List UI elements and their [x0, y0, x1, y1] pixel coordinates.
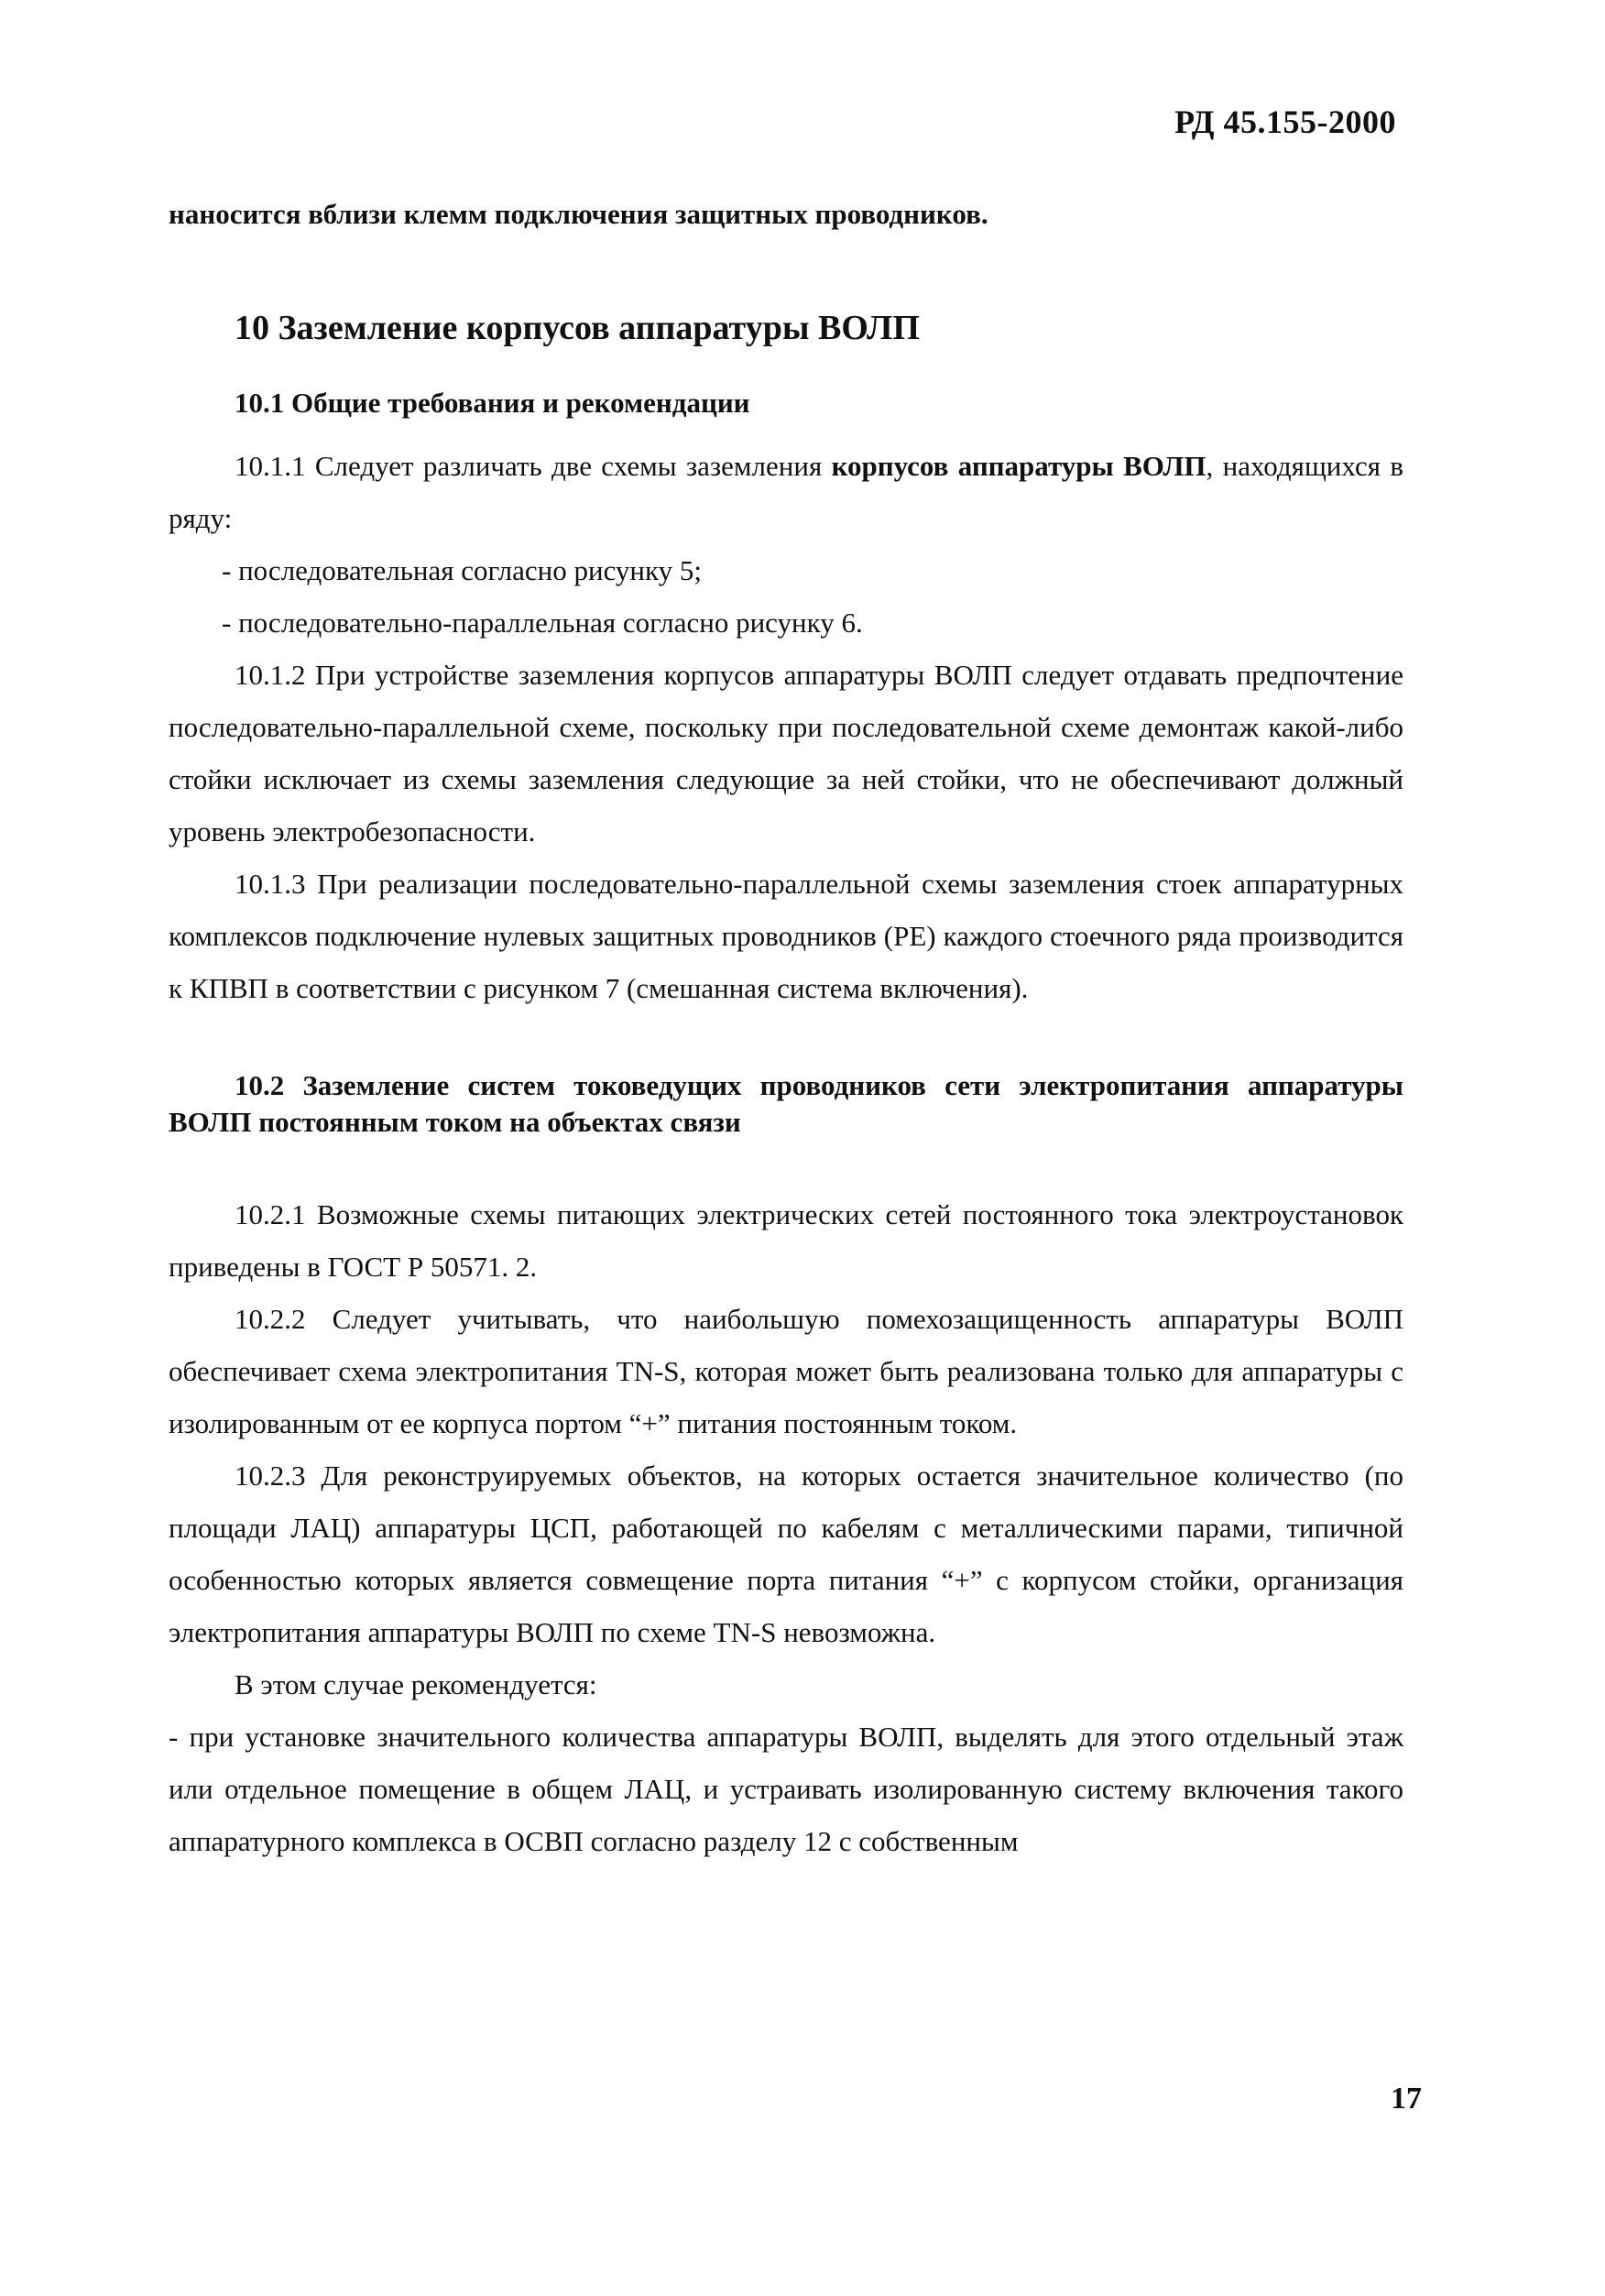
- paragraph-10-1-1-bold: корпусов аппаратуры ВОЛП: [831, 450, 1206, 482]
- page-content: [169, 188, 1403, 1867]
- paragraph-10-1-2: 10.1.2 При устройстве заземления корпусов аппаратуры ВОЛП следует отдавать предпочтение последовательно-параллельной схеме, поскольку при последовательной схеме демонтаж какой-либо стойки исключает из схемы заземления следующие за ней стойки, что не обеспечивают должный уровень электробезопасности.: [169, 659, 1403, 847]
- paragraph-10-1-1-text: 10.1.1 Следует различать две схемы заземления: [235, 450, 832, 482]
- page-number: 17: [1391, 2082, 1422, 2116]
- recommendation-item: - при установке значительного количества аппаратуры ВОЛП, выделять для этого отдельный этаж или отдельное помещение в общем ЛАЦ, и устраивать изолированную систему включения такого аппаратурного комплекса в ОСВП согласно разделу 12 с собственным: [169, 1721, 1403, 1857]
- paragraph-10-1-3: 10.1.3 При реализации последовательно-параллельной схемы заземления стоек аппаратурных комплексов подключение нулевых защитных проводников (РЕ) каждого стоечного ряда производится к КПВП в соответствии с рисунком 7 (смешанная система включения).: [169, 868, 1403, 1004]
- paragraph-10-1-1: [169, 440, 1403, 544]
- paragraph-10-2-2: 10.2.2 Следует учитывать, что наибольшую помехозащищенность аппаратуры ВОЛП обеспечивает схема электропитания TN-S, которая может быть реализована только для аппаратуры с изолированным от ее корпуса портом “+” питания постоянным током.: [169, 1303, 1403, 1439]
- paragraph-10-1-1-tail: , находящихся в ряду:: [169, 450, 1404, 534]
- paragraph-recommendation: В этом случае рекомендуется:: [235, 1668, 597, 1700]
- list-item-sequential-parallel: - последовательно-параллельная согласно рисунку 6.: [222, 607, 863, 639]
- document-code: РД 45.155-2000: [1174, 104, 1396, 140]
- list-item-sequential: - последовательная согласно рисунку 5;: [222, 554, 702, 586]
- section-10-title: 10 Заземление корпусов аппаратуры ВОЛП: [235, 309, 920, 347]
- paragraph-10-2-1: 10.2.1 Возможные схемы питающих электрических сетей постоянного тока электроустановок приведены в ГОСТ Р 50571. 2.: [169, 1198, 1403, 1283]
- continuation-paragraph: наносится вблизи клемм подключения защитных проводников.: [169, 198, 988, 230]
- subsection-10-1-title: 10.1 Общие требования и рекомендации: [235, 387, 750, 419]
- paragraph-10-2-3: 10.2.3 Для реконструируемых объектов, на которых остается значительное количество (по площади ЛАЦ) аппаратуры ЦСП, работающей по кабелям с металлическими парами, типичной особенностью которых является совмещение порта питания “+” с корпусом стойки, организация электропитания аппаратуры ВОЛП по схеме TN-S невозможна.: [169, 1460, 1403, 1648]
- subsection-10-2-title: 10.2 Заземление систем токоведущих проводников сети электропитания аппаратуры ВОЛП постоянным током на объектах связи: [169, 1069, 1403, 1138]
